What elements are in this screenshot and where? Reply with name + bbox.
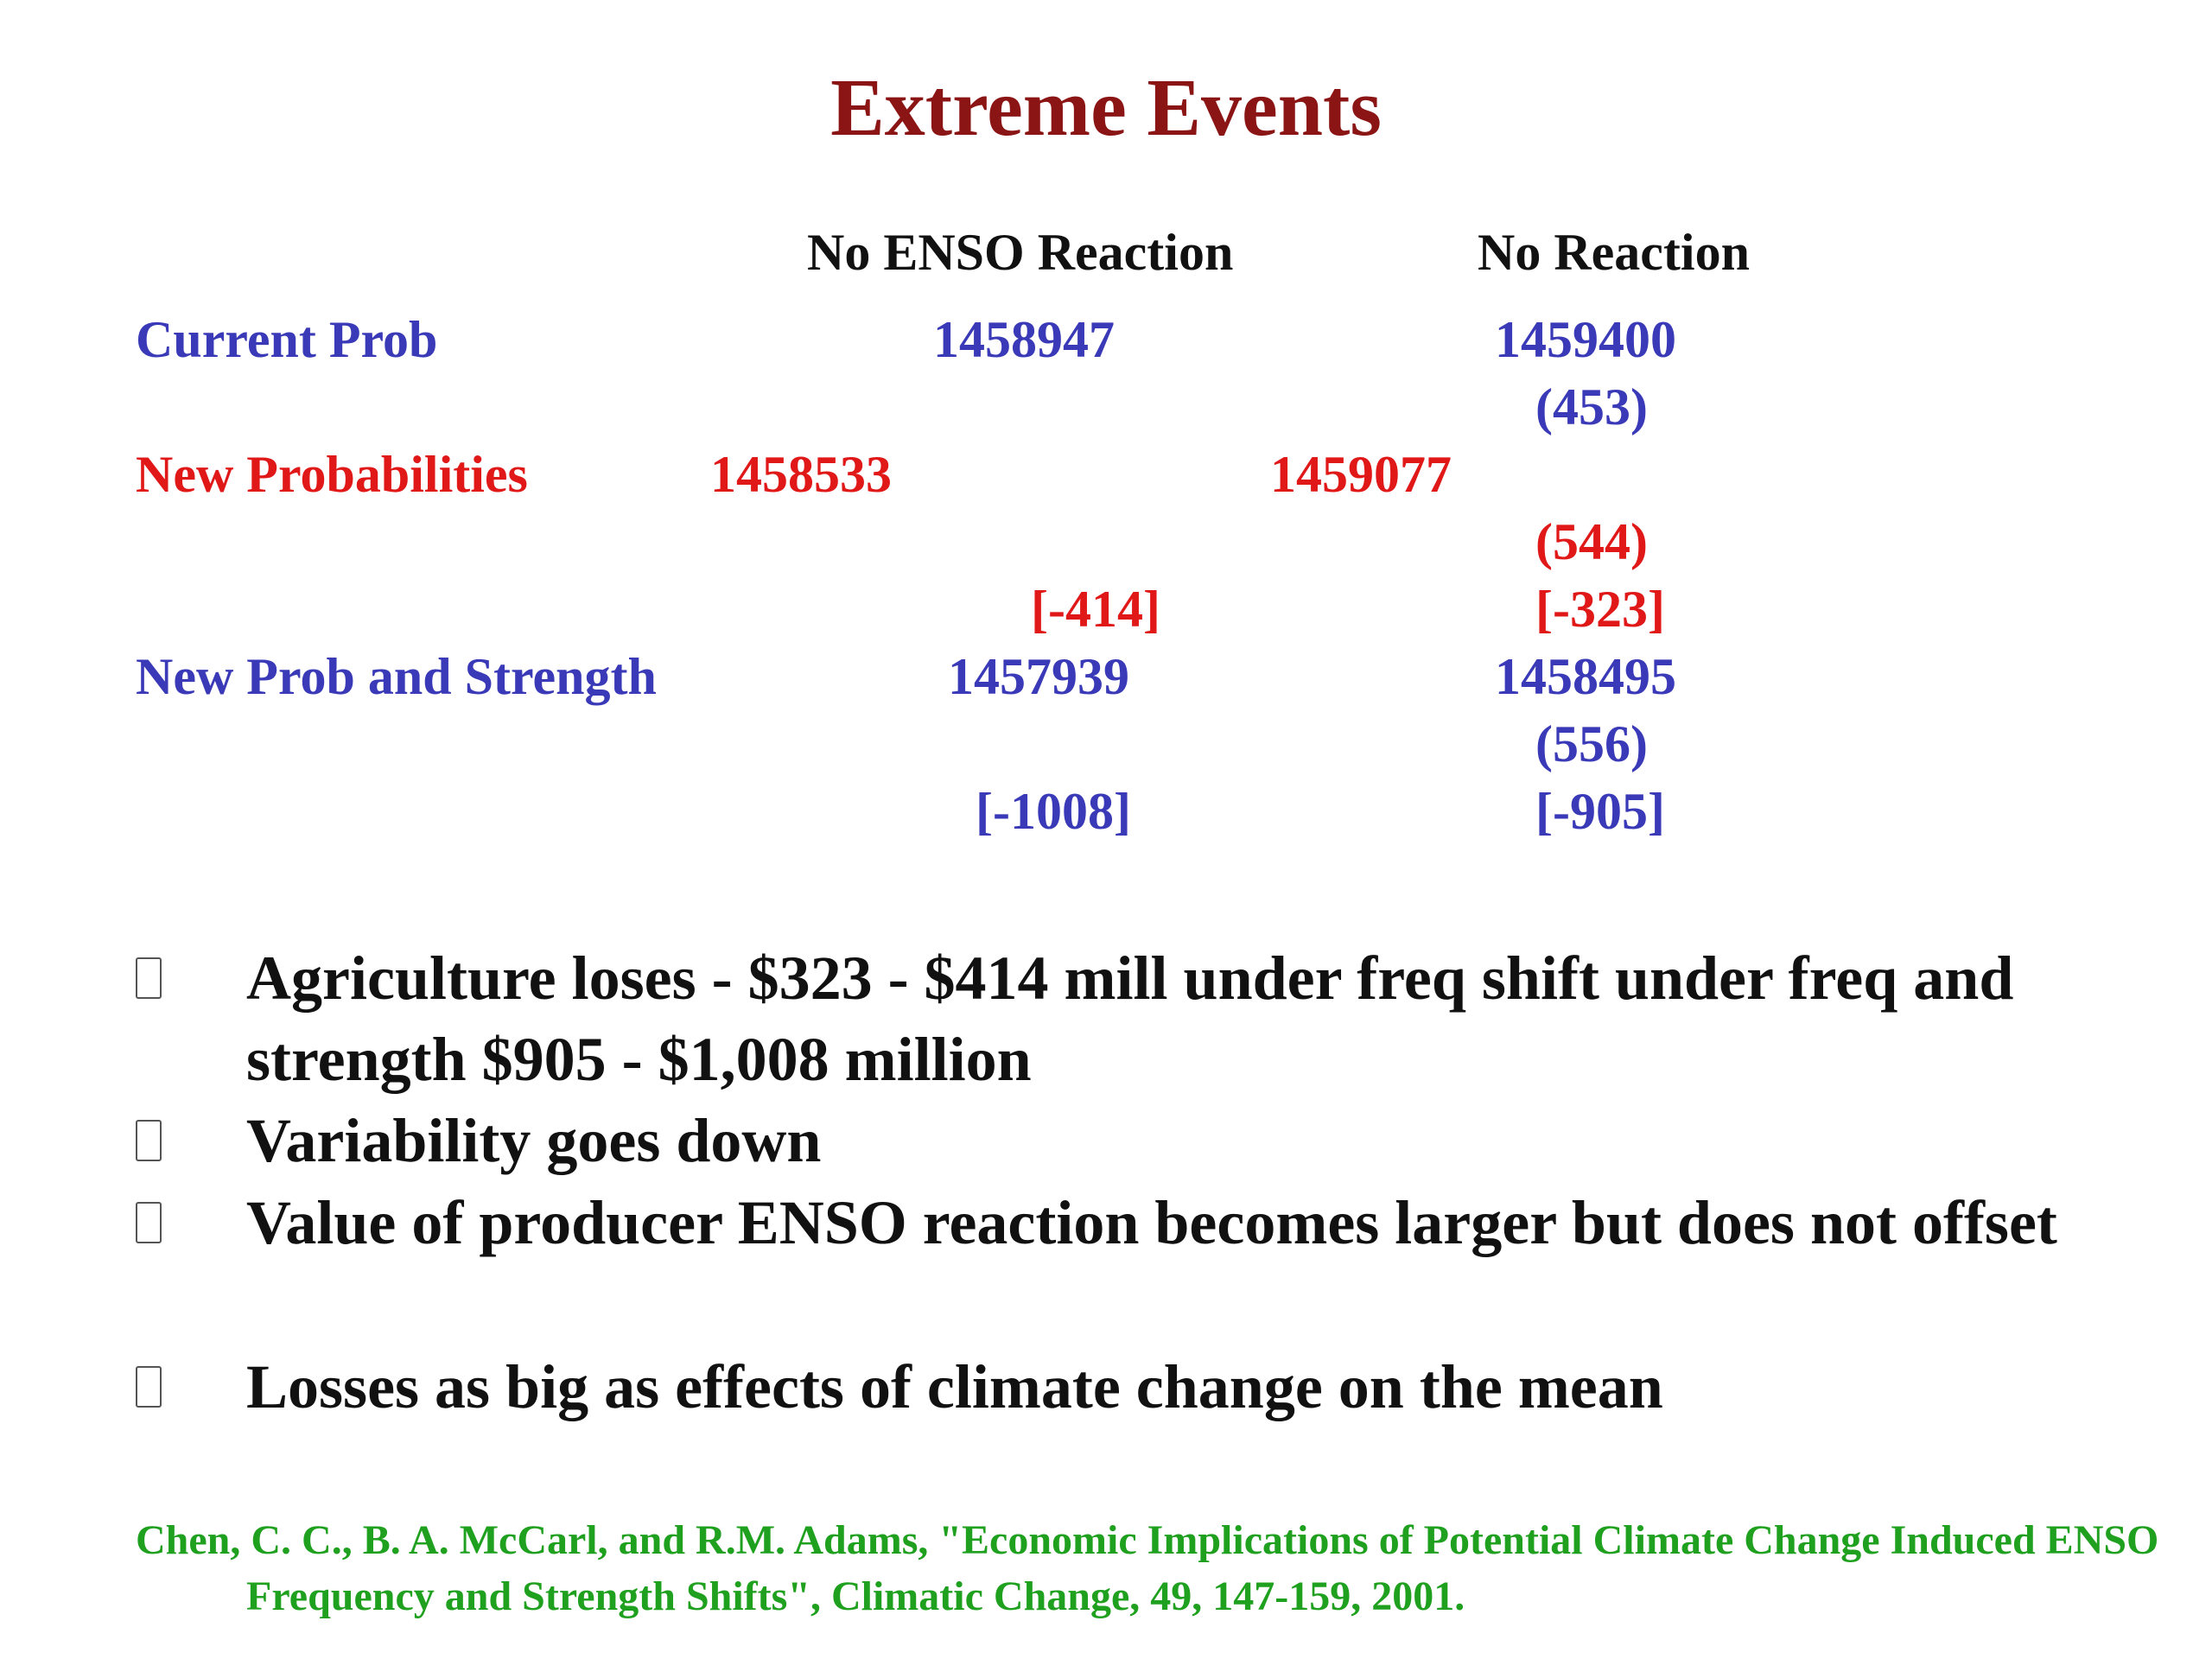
new-prob-strength-no-reaction-change: [-905] bbox=[1535, 783, 1665, 840]
row-label-current-prob: Current Prob bbox=[136, 311, 438, 368]
bullet-item-producer-enso-reaction: Value of producer ENSO reaction becomes larger but does not offset bbox=[246, 1188, 2057, 1257]
new-prob-strength-no-enso-value: 1457939 bbox=[948, 648, 1129, 705]
col-header-no-enso-reaction: No ENSO Reaction bbox=[807, 224, 1234, 281]
row-label-new-prob-and-strength: New Prob and Strength bbox=[136, 648, 657, 705]
bullet-box-icon bbox=[136, 1202, 162, 1243]
new-prob-no-enso-value: 1458533 bbox=[710, 446, 892, 503]
bullet-box-icon bbox=[136, 1366, 162, 1408]
bullet-item-agriculture-loses: Agriculture loses - $323 - $414 mill under freq shift under freq and strength $905 - $1,008 million bbox=[246, 944, 2014, 1094]
new-prob-difference: (544) bbox=[1535, 513, 1648, 570]
new-prob-strength-difference: (556) bbox=[1535, 715, 1648, 772]
current-prob-no-enso-value: 1458947 bbox=[933, 311, 1115, 368]
bullet-box-icon bbox=[136, 1120, 162, 1161]
new-prob-strength-no-reaction-value: 1458495 bbox=[1495, 648, 1676, 705]
current-prob-difference: (453) bbox=[1535, 378, 1648, 435]
current-prob-no-reaction-value: 1459400 bbox=[1495, 311, 1676, 368]
new-prob-strength-no-enso-change: [-1008] bbox=[976, 783, 1131, 840]
new-prob-no-reaction-change: [-323] bbox=[1535, 581, 1665, 638]
row-label-new-probabilities: New Probabilities bbox=[136, 446, 528, 503]
new-prob-no-enso-change: [-414] bbox=[1031, 581, 1160, 638]
bullet-item-losses: Losses as big as effects of climate change on the mean bbox=[246, 1352, 1663, 1421]
new-prob-no-reaction-value: 1459077 bbox=[1270, 446, 1452, 503]
citation: Chen, C. C., B. A. McCarl, and R.M. Adams, "Economic Implications of Potential Climate Change Induced ENSO Frequency and Strength Shifts", Climatic Change, 49, 147-159, 2001. bbox=[136, 1517, 2159, 1619]
col-header-no-reaction: No Reaction bbox=[1478, 224, 1750, 281]
bullet-item-variability: Variability goes down bbox=[246, 1106, 822, 1175]
slide-title: Extreme Events bbox=[830, 63, 1382, 153]
bullet-box-icon bbox=[136, 957, 162, 999]
